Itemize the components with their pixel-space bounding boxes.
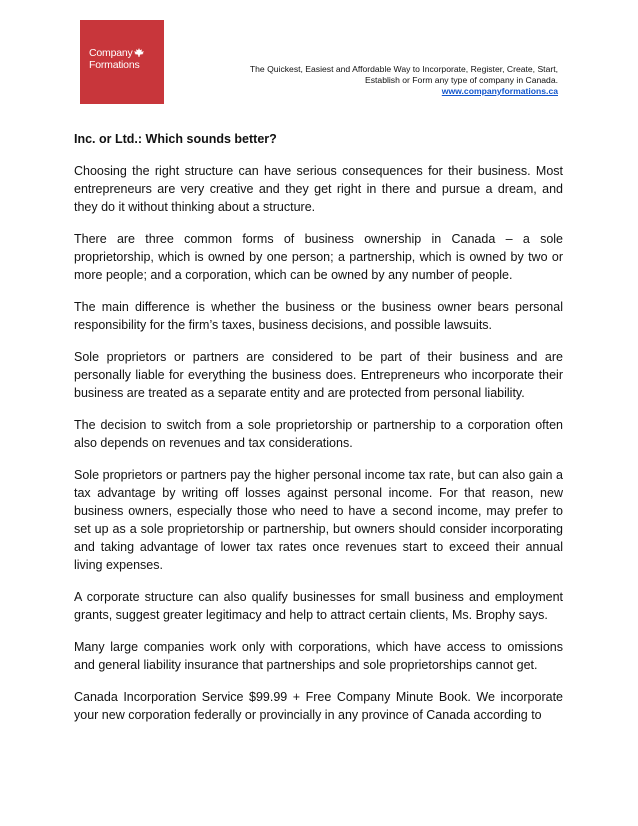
tagline-line-1: The Quickest, Easiest and Affordable Way to Incorporate, Register, Create, Start,: [249, 64, 558, 74]
article-title: Inc. or Ltd.: Which sounds better?: [74, 132, 277, 146]
paragraph: Choosing the right structure can have serious consequences for their business. Most entrepreneurs are very creative and they get right in there and pursue a dream, and they do it without thinking about a structure.: [74, 164, 563, 214]
header-tagline: [178, 64, 558, 97]
website-link[interactable]: www.companyformations.ca: [441, 86, 558, 96]
paragraph: Sole proprietors or partners are considered to be part of their business and are personally liable for everything the business does. Entrepreneurs who incorporate their business are treated as a separate entity and are protected from personal liability.: [74, 350, 563, 400]
paragraph: The decision to switch from a sole proprietorship or partnership to a corporation often also depends on revenues and tax considerations.: [74, 418, 563, 450]
paragraph: A corporate structure can also qualify businesses for small business and employment grants, suggest greater legitimacy and help to attract certain clients, Ms. Brophy says.: [74, 590, 563, 622]
paragraph: The main difference is whether the business or the business owner bears personal responsibility for the firm’s taxes, business decisions, and possible lawsuits.: [74, 300, 563, 332]
tagline-line-2: Establish or Form any type of company in Canada.: [365, 75, 558, 85]
paragraph: There are three common forms of business ownership in Canada – a sole proprietorship, which is owned by one person; a partnership, which is owned by two or more people; and a corporation, which can be owned by any number of people.: [74, 232, 563, 282]
logo-text-formations: Formations: [89, 59, 140, 71]
company-logo: [80, 20, 164, 104]
logo-text-company: Company: [89, 47, 133, 59]
paragraph: Sole proprietors or partners pay the higher personal income tax rate, but can also gain a tax advantage by writing off losses against personal income. For that reason, new business owners, especially those who need to have a second income, may prefer to set up as a sole proprietorship or partnership, but owners should consider incorporating and taking advantage of lower tax rates once revenues start to exceed their annual living expenses.: [74, 468, 563, 572]
article: [74, 120, 563, 724]
paragraph: Many large companies work only with corporations, which have access to omissions and general liability insurance that partnerships and sole proprietorships cannot get.: [74, 640, 563, 672]
paragraph: Canada Incorporation Service $99.99 + Free Company Minute Book. We incorporate your new corporation federally or provincially in any province of Canada according to: [74, 690, 563, 722]
